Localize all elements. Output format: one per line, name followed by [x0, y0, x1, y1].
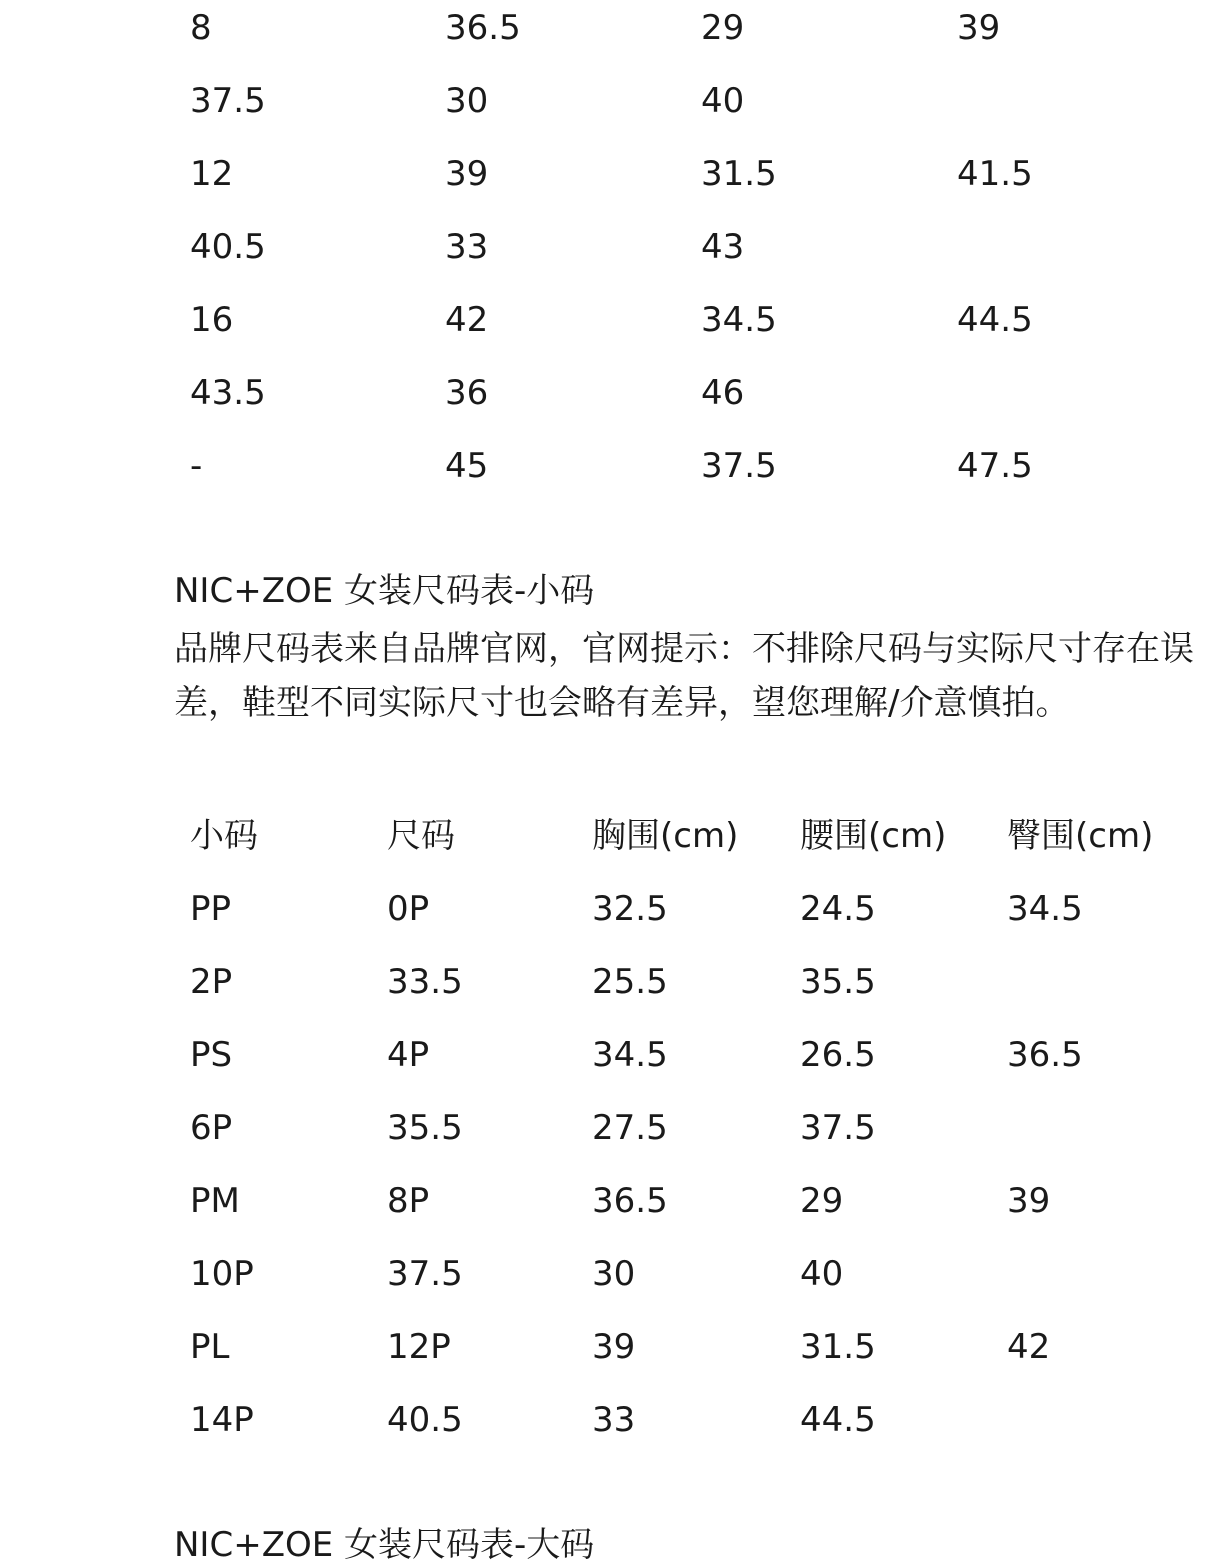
table-header-cell: 小码 — [190, 816, 258, 856]
table-cell: PS — [190, 1035, 233, 1075]
section-title-small-sizes: NIC+ZOE 女装尺码表-小码 — [174, 571, 595, 611]
table-cell: 39 — [592, 1327, 636, 1367]
table-cell: 30 — [592, 1254, 636, 1294]
table-cell: 39 — [957, 8, 1001, 48]
table-cell: 40 — [701, 81, 745, 121]
table-cell: 43 — [701, 227, 745, 267]
table-cell: PM — [190, 1181, 240, 1221]
table-cell: 24.5 — [800, 889, 876, 929]
table-cell: - — [190, 446, 203, 486]
table-cell: 26.5 — [800, 1035, 876, 1075]
table-cell: 4P — [387, 1035, 430, 1075]
table-cell: 8P — [387, 1181, 430, 1221]
table-cell: 27.5 — [592, 1108, 668, 1148]
table-header-cell: 尺码 — [387, 816, 455, 856]
table-cell: 39 — [445, 154, 489, 194]
table-cell: 41.5 — [957, 154, 1033, 194]
table-cell: 36.5 — [1007, 1035, 1083, 1075]
table-cell: 46 — [701, 373, 745, 413]
table-cell: 33 — [445, 227, 489, 267]
table-cell: 12 — [190, 154, 234, 194]
table-cell: 36.5 — [445, 8, 521, 48]
table-cell: 34.5 — [701, 300, 777, 340]
table-cell: 44.5 — [957, 300, 1033, 340]
table-cell: 42 — [1007, 1327, 1051, 1367]
table-cell: 39 — [1007, 1181, 1051, 1221]
table-cell: 31.5 — [701, 154, 777, 194]
table-header-cell: 胸围(cm) — [592, 816, 739, 856]
table-cell: 0P — [387, 889, 430, 929]
table-cell: 12P — [387, 1327, 451, 1367]
table-cell: 36.5 — [592, 1181, 668, 1221]
table-cell: 31.5 — [800, 1327, 876, 1367]
table-cell: 29 — [701, 8, 745, 48]
table-cell: 40.5 — [190, 227, 266, 267]
section-title-large-sizes: NIC+ZOE 女装尺码表-大码 — [174, 1525, 595, 1565]
table-cell: 30 — [445, 81, 489, 121]
table-cell: 34.5 — [592, 1035, 668, 1075]
table-cell: 16 — [190, 300, 234, 340]
table-cell: 37.5 — [701, 446, 777, 486]
table-cell: 32.5 — [592, 889, 668, 929]
table-cell: 35.5 — [800, 962, 876, 1002]
table-cell: 25.5 — [592, 962, 668, 1002]
table-cell: 37.5 — [800, 1108, 876, 1148]
table-header-cell: 腰围(cm) — [800, 816, 947, 856]
table-cell: 36 — [445, 373, 489, 413]
table-cell: 29 — [800, 1181, 844, 1221]
table-cell: 2P — [190, 962, 233, 1002]
table-cell: 10P — [190, 1254, 254, 1294]
table-cell: 33.5 — [387, 962, 463, 1002]
table-header-cell: 臀围(cm) — [1007, 816, 1154, 856]
table-cell: PP — [190, 889, 232, 929]
table-cell: 44.5 — [800, 1400, 876, 1440]
table-cell: 47.5 — [957, 446, 1033, 486]
size-chart-note: 品牌尺码表来自品牌官网，官网提示：不排除尺码与实际尺寸存在误差，鞋型不同实际尺寸也会略有差异，望您理解/介意慎拍。 — [174, 629, 1194, 723]
table-cell: 42 — [445, 300, 489, 340]
table-cell: 35.5 — [387, 1108, 463, 1148]
table-cell: 43.5 — [190, 373, 266, 413]
table-cell: 6P — [190, 1108, 233, 1148]
table-cell: PL — [190, 1327, 230, 1367]
table-cell: 34.5 — [1007, 889, 1083, 929]
table-cell: 45 — [445, 446, 489, 486]
table-cell: 8 — [190, 8, 212, 48]
table-cell: 37.5 — [190, 81, 266, 121]
table-cell: 40.5 — [387, 1400, 463, 1440]
table-cell: 33 — [592, 1400, 636, 1440]
table-cell: 37.5 — [387, 1254, 463, 1294]
table-cell: 40 — [800, 1254, 844, 1294]
table-cell: 14P — [190, 1400, 254, 1440]
